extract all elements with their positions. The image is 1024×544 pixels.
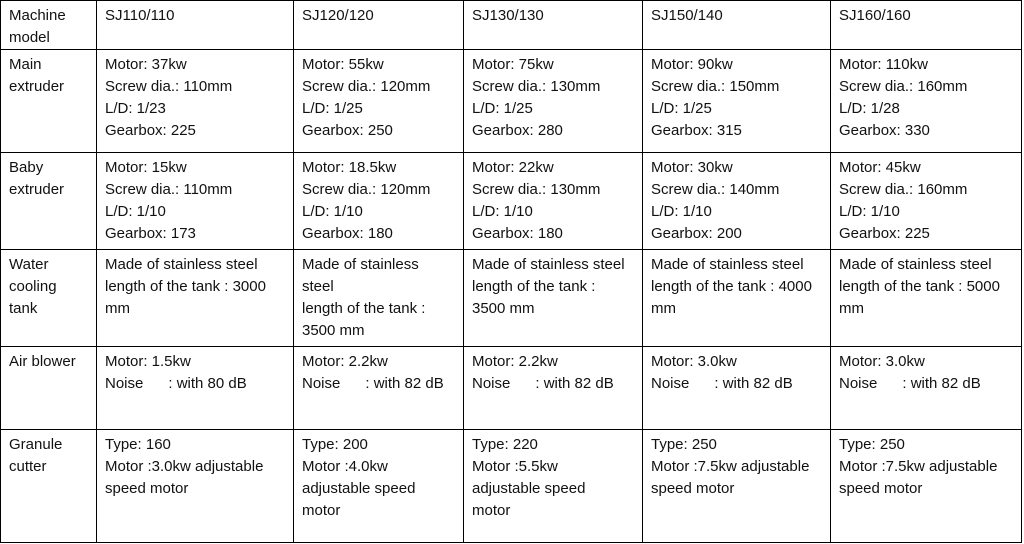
- spec-line: Type: 200: [302, 436, 368, 453]
- spec-cell: [97, 347, 294, 430]
- spec-line: Gearbox: 250: [302, 122, 393, 139]
- row-label-line: Water: [9, 256, 49, 273]
- spec-line: Gearbox: 225: [839, 225, 930, 242]
- row-label-line: extruder: [9, 181, 65, 198]
- spec-cell: [294, 50, 464, 153]
- spec-line: Made of stainless steel: [472, 256, 625, 273]
- spec-line: Motor: 110kw: [839, 56, 928, 73]
- spec-line: Motor: 2.2kw: [472, 353, 558, 370]
- spec-line: Made of stainless: [302, 256, 419, 273]
- spec-line: Noise : with 80 dB: [105, 375, 247, 392]
- row-label-line: extruder: [9, 78, 65, 95]
- spec-line: Motor: 15kw: [105, 159, 187, 176]
- spec-line: Motor: 90kw: [651, 56, 733, 73]
- spec-line: speed motor: [651, 480, 735, 497]
- spec-cell: [643, 250, 831, 347]
- spec-line: Motor: 75kw: [472, 56, 554, 73]
- spec-line: L/D: 1/10: [302, 203, 363, 220]
- spec-line: Motor: 22kw: [472, 159, 554, 176]
- spec-line: Screw dia.: 150mm: [651, 78, 780, 95]
- spec-cell: [97, 430, 294, 543]
- table-row-granule-cutter: [1, 430, 1022, 543]
- spec-line: Motor :3.0kw adjustable: [105, 458, 264, 475]
- spec-line: Screw dia.: 120mm: [302, 181, 431, 198]
- row-label-cell: [1, 250, 97, 347]
- spec-line: Motor: 2.2kw: [302, 353, 388, 370]
- spec-line: Noise : with 82 dB: [472, 375, 614, 392]
- spec-line: Noise : with 82 dB: [302, 375, 444, 392]
- row-label-line: model: [9, 29, 50, 46]
- spec-cell: [97, 153, 294, 250]
- row-label-line: cutter: [9, 458, 47, 475]
- spec-line: Motor: 45kw: [839, 159, 921, 176]
- spec-cell: [464, 50, 643, 153]
- spec-line: length of the tank : 3000: [105, 278, 266, 295]
- spec-line: Type: 250: [651, 436, 717, 453]
- spec-line: Motor: 30kw: [651, 159, 733, 176]
- spec-line: Type: 250: [839, 436, 905, 453]
- spec-cell: [294, 430, 464, 543]
- spec-line: Made of stainless steel: [105, 256, 258, 273]
- spec-line: Screw dia.: 160mm: [839, 181, 968, 198]
- spec-line: length of the tank : 4000: [651, 278, 812, 295]
- spec-line: Motor: 3.0kw: [839, 353, 925, 370]
- spec-cell: [831, 153, 1022, 250]
- row-label-cell: [1, 430, 97, 543]
- spec-cell: [464, 250, 643, 347]
- model-header-cell: [97, 1, 294, 50]
- spec-line: L/D: 1/28: [839, 100, 900, 117]
- spec-line: steel: [302, 278, 334, 295]
- spec-line: Gearbox: 315: [651, 122, 742, 139]
- spec-line: Noise : with 82 dB: [651, 375, 793, 392]
- spec-cell: [643, 347, 831, 430]
- spec-cell: [643, 50, 831, 153]
- spec-line: Motor: 55kw: [302, 56, 384, 73]
- model-name: SJ160/160: [839, 7, 911, 24]
- spec-line: Screw dia.: 110mm: [105, 181, 233, 198]
- spec-cell: [294, 347, 464, 430]
- spec-line: Type: 220: [472, 436, 538, 453]
- table-row-baby-extruder: [1, 153, 1022, 250]
- header-row: [1, 1, 1022, 50]
- row-label-line: cooling: [9, 278, 57, 295]
- spec-line: adjustable speed: [302, 480, 416, 497]
- row-label-line: Main: [9, 56, 42, 73]
- row-label-line: Granule: [9, 436, 63, 453]
- model-header-cell: [643, 1, 831, 50]
- spec-line: motor: [472, 502, 511, 519]
- spec-cell: [464, 430, 643, 543]
- spec-line: L/D: 1/10: [105, 203, 166, 220]
- spec-line: Gearbox: 180: [302, 225, 393, 242]
- row-label-line: Machine: [9, 7, 66, 24]
- spec-line: Screw dia.: 110mm: [105, 78, 233, 95]
- model-name: SJ130/130: [472, 7, 544, 24]
- spec-line: Motor :5.5kw: [472, 458, 558, 475]
- row-label-cell: [1, 50, 97, 153]
- spec-table-body: [1, 1, 1022, 543]
- spec-line: Motor: 18.5kw: [302, 159, 397, 176]
- spec-line: Made of stainless steel: [839, 256, 992, 273]
- spec-line: Screw dia.: 130mm: [472, 78, 601, 95]
- spec-line: adjustable speed: [472, 480, 586, 497]
- spec-line: length of the tank :: [302, 300, 426, 317]
- row-label-line: tank: [9, 300, 38, 317]
- row-label-line: Baby: [9, 159, 44, 176]
- spec-line: length of the tank :: [472, 278, 596, 295]
- spec-cell: [294, 250, 464, 347]
- spec-line: length of the tank : 5000: [839, 278, 1000, 295]
- spec-line: L/D: 1/23: [105, 100, 166, 117]
- spec-cell: [97, 250, 294, 347]
- spec-line: Gearbox: 330: [839, 122, 930, 139]
- spec-line: L/D: 1/10: [839, 203, 900, 220]
- table-row-main-extruder: [1, 50, 1022, 153]
- spec-line: Gearbox: 180: [472, 225, 563, 242]
- model-header-cell: [464, 1, 643, 50]
- spec-line: L/D: 1/10: [472, 203, 533, 220]
- spec-line: Motor :4.0kw: [302, 458, 388, 475]
- spec-line: speed motor: [839, 480, 923, 497]
- spec-cell: [294, 153, 464, 250]
- row-label-cell: [1, 1, 97, 50]
- spec-line: L/D: 1/25: [472, 100, 533, 117]
- spec-line: mm: [651, 300, 676, 317]
- spec-cell: [831, 250, 1022, 347]
- model-header-cell: [831, 1, 1022, 50]
- model-name: SJ150/140: [651, 7, 723, 24]
- row-label-cell: [1, 153, 97, 250]
- spec-line: Noise : with 82 dB: [839, 375, 981, 392]
- spec-line: motor: [302, 502, 341, 519]
- spec-line: speed motor: [105, 480, 189, 497]
- spec-line: 3500 mm: [302, 322, 365, 339]
- spec-line: Type: 160: [105, 436, 171, 453]
- spec-line: Screw dia.: 160mm: [839, 78, 968, 95]
- spec-line: 3500 mm: [472, 300, 535, 317]
- spec-cell: [831, 430, 1022, 543]
- spec-line: Motor: 1.5kw: [105, 353, 191, 370]
- spec-line: Motor: 3.0kw: [651, 353, 737, 370]
- spec-line: Made of stainless steel: [651, 256, 804, 273]
- spec-line: Motor :7.5kw adjustable: [651, 458, 810, 475]
- spec-line: L/D: 1/25: [651, 100, 712, 117]
- spec-cell: [643, 153, 831, 250]
- spec-line: Screw dia.: 120mm: [302, 78, 431, 95]
- table-row-air-blower: [1, 347, 1022, 430]
- spec-line: Gearbox: 280: [472, 122, 563, 139]
- spec-cell: [831, 50, 1022, 153]
- spec-line: L/D: 1/25: [302, 100, 363, 117]
- model-header-cell: [294, 1, 464, 50]
- spec-cell: [464, 347, 643, 430]
- spec-line: Screw dia.: 140mm: [651, 181, 780, 198]
- spec-line: Gearbox: 225: [105, 122, 196, 139]
- table-row-water-cooling-tank: [1, 250, 1022, 347]
- spec-line: Screw dia.: 130mm: [472, 181, 601, 198]
- spec-line: Gearbox: 200: [651, 225, 742, 242]
- model-name: SJ120/120: [302, 7, 374, 24]
- spec-cell: [97, 50, 294, 153]
- spec-cell: [643, 430, 831, 543]
- spec-cell: [831, 347, 1022, 430]
- spec-line: mm: [839, 300, 864, 317]
- spec-line: Gearbox: 173: [105, 225, 196, 242]
- spec-line: L/D: 1/10: [651, 203, 712, 220]
- spec-line: mm: [105, 300, 130, 317]
- model-name: SJ110/110: [105, 7, 175, 24]
- row-label-line: Air blower: [9, 353, 76, 370]
- row-label-cell: [1, 347, 97, 430]
- spec-cell: [464, 153, 643, 250]
- spec-line: Motor :7.5kw adjustable: [839, 458, 998, 475]
- spec-line: Motor: 37kw: [105, 56, 187, 73]
